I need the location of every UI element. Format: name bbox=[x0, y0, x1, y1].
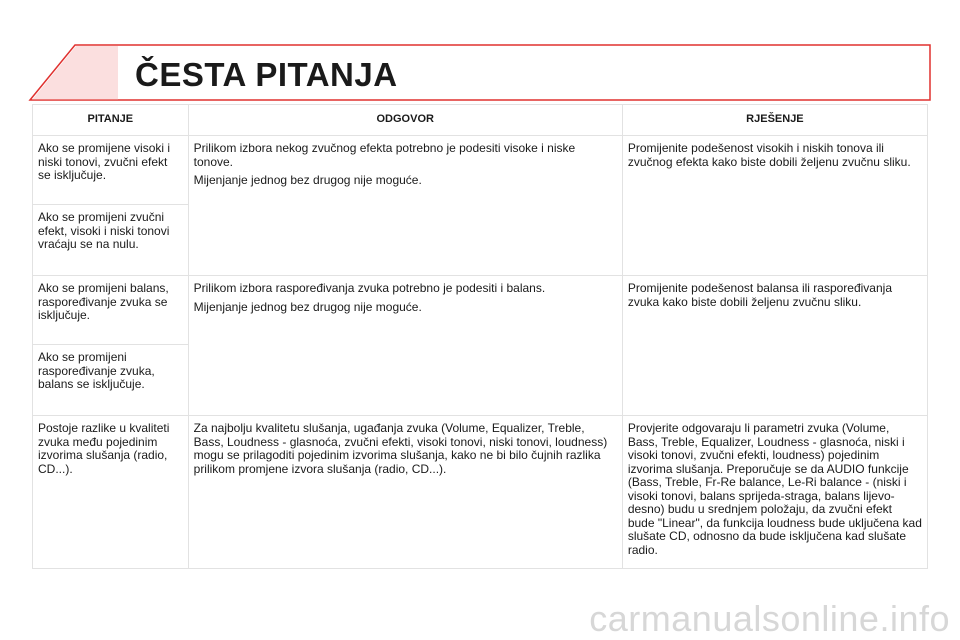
watermark: carmanualsonline.info bbox=[589, 598, 950, 639]
column-header-answer: ODGOVOR bbox=[188, 105, 622, 136]
table-row bbox=[33, 416, 928, 569]
question-cell: Postoje razlike u kvaliteti zvuka među pojedinim izvorima slušanja (radio, CD...). bbox=[33, 416, 189, 569]
answer-text: Prilikom izbora nekog zvučnog efekta potrebno je podesiti visoke i niske tonove. bbox=[193, 141, 576, 169]
column-header-solution: RJEŠENJE bbox=[622, 105, 927, 136]
answer-cell bbox=[188, 136, 622, 276]
question-cell: Ako se promijeni raspoređivanje zvuka, balans se isključuje. bbox=[33, 345, 189, 416]
solution-cell: Promijenite podešenost balansa ili raspoređivanja zvuka kako biste dobili željenu zvučnu sliku. bbox=[622, 276, 927, 416]
table-header-row bbox=[33, 105, 928, 136]
solution-cell: Provjerite odgovaraju li parametri zvuka (Volume, Bass, Treble, Equalizer, Loudness - glasnoća, niski i visoki tonovi, zvučni efekti, loudness) pojedinim izvorima slušanja. Preporučuje se da AUDIO funkcije (Bass, Treble, Fr-Re balance, Le-Ri balance - (niski i visoki tonovi, balans sprijeda-straga, balans lijevo-desno) budu u srednjem položaju, da zvučni efekt bude "Linear", da funkcija loudness bude uključena kad slušate CD, odnosno da bude isključena kad slušate radio. bbox=[622, 416, 927, 569]
answer-text: Mijenjanje jednog bez drugog nije moguće. bbox=[193, 173, 422, 187]
answer-cell bbox=[188, 276, 622, 416]
header-tab-shade bbox=[32, 46, 118, 100]
column-header-question: PITANJE bbox=[33, 105, 189, 136]
answer-text: Mijenjanje jednog bez drugog nije moguće. bbox=[193, 299, 422, 314]
answer-cell bbox=[188, 416, 622, 569]
page-title: ČESTA PITANJA bbox=[135, 56, 398, 93]
table-row bbox=[33, 136, 928, 205]
faq-table bbox=[32, 104, 928, 569]
page-header bbox=[0, 0, 960, 110]
question-cell: Ako se promijeni zvučni efekt, visoki i niski tonovi vraćaju se na nulu. bbox=[33, 205, 189, 276]
solution-cell: Promijenite podešenost visokih i niskih tonova ili zvučnog efekta kako biste dobili željenu zvučnu sliku. bbox=[622, 136, 927, 276]
answer-text: Za najbolju kvalitetu slušanja, ugađanja zvuka (Volume, Equalizer, Treble, Bass, Loudness - glasnoća, zvučni efekti, visoki tonovi, niski tonovi, loudness) mogu se prilagoditi pojedinim izvorima slušanja, kako ne bi bilo čujnih razlika prilikom promjene izvora slušanja (radio, CD...). bbox=[193, 421, 608, 476]
table-row bbox=[33, 276, 928, 345]
question-cell: Ako se promijene visoki i niski tonovi, zvučni efekt se isključuje. bbox=[33, 136, 189, 205]
question-cell: Ako se promijeni balans, raspoređivanje zvuka se isključuje. bbox=[33, 276, 189, 345]
answer-text: Prilikom izbora raspoređivanja zvuka potrebno je podesiti i balans. bbox=[193, 281, 546, 295]
